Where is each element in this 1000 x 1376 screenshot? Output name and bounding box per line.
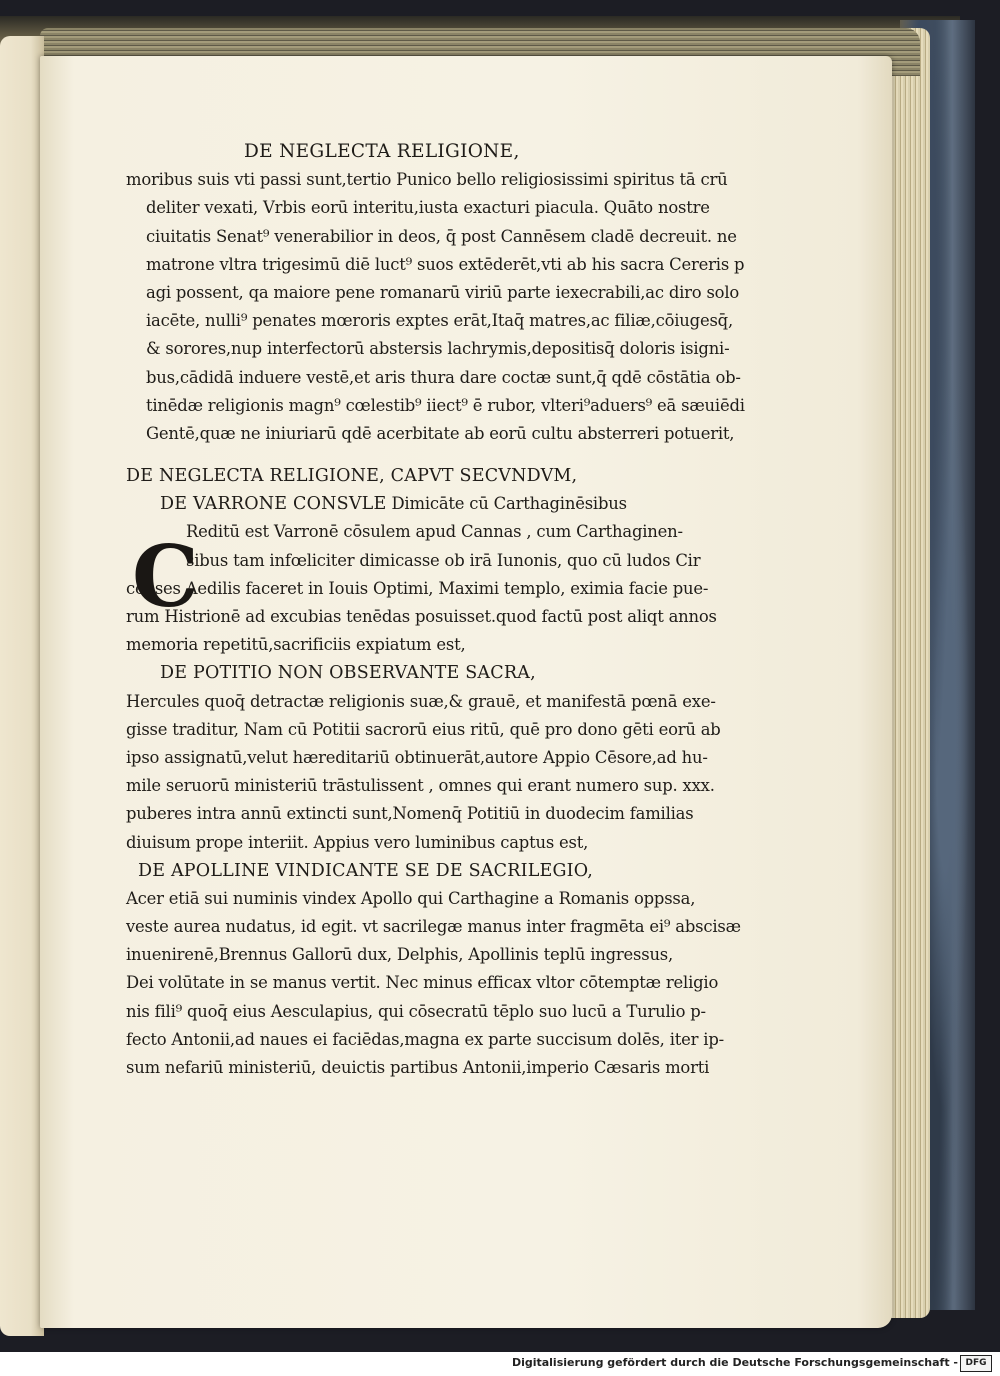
paragraph-line: rum Histrionē ad excubias tenēdas posuisset.quod factū post aliqt annos — [126, 607, 717, 626]
paragraph-line: Hercules quoq̄ detractæ religionis suæ,& grauē, et manifestā pœnā exe- — [126, 691, 716, 711]
digitization-credit: Digitalisierung gefördert durch die Deutsche Forschungsgemeinschaft - — [511, 1356, 958, 1369]
text-line: bus,cādidā induere vestē,et aris thura dare coctæ sunt,q̄ qdē cōstātia ob- — [146, 367, 741, 387]
section-heading-apolline: DE APOLLINE VINDICANTE SE DE SACRILEGIO, — [138, 860, 594, 881]
section-heading-varrone — [126, 490, 666, 518]
paragraph-line: diuisum prope interiit. Appius vero luminibus captus est, — [126, 832, 589, 852]
dfg-logo: DFG — [960, 1355, 992, 1372]
paragraph-line: memoria repetitū,sacrificiis expiatum est, — [126, 635, 466, 655]
facing-page-edge — [0, 36, 44, 1336]
paragraph-line: sum nefariū ministeriū, deuictis partibus Antonii,imperio Cæsaris morti — [126, 1058, 710, 1077]
paragraph-line: nis fili⁹ quoq̄ eius Aesculapius, qui cōsecratū tēplo suo lucū a Turulio p- — [126, 1001, 706, 1021]
text-line: agi possent, qa maiore pene romanarū viriū parte iexecrabili,ac diro solo — [146, 282, 740, 302]
page-text — [126, 138, 745, 1082]
text-line: ciuitatis Senat⁹ venerabilior in deos, q̄ post Cannēsem cladē decreuit. ne — [146, 226, 737, 246]
paragraph-line: inuenirenē,Brennus Gallorū dux, Delphis, Apollinis teplū ingressus, — [126, 945, 674, 965]
text-line: tinēdæ religionis magn⁹ cœlestib⁹ iiect⁹ ē rubor, vlteri⁹aduers⁹ eā sæuiēdi — [146, 395, 745, 415]
text-line: & sorores,nup interfectorū abstersis lachrymis,depositisq̄ doloris isigni- — [146, 339, 730, 359]
paragraph-line: ipso assignatū,velut hæreditariū obtinuerāt,autore Appio Cēsore,ad hu- — [126, 747, 708, 767]
paragraph-line: sibus tam infœliciter dimicasse ob irā Iunonis, quo cū ludos Cir — [186, 550, 701, 570]
paragraph-line: Dei volūtate in se manus vertit. Nec minus efficax vltor cōtemptæ religio — [126, 973, 719, 993]
paragraph-line: Acer etiā sui numinis vindex Apollo qui Carthagine a Romanis oppssa, — [126, 888, 696, 908]
text-line: deliter vexati, Vrbis eorū interitu,iusta exacturi piacula. Quāto nostre — [146, 198, 710, 218]
section-heading-rest: Dimicāte cū Carthaginēsibus — [386, 494, 627, 514]
section-heading-potitio: DE POTITIO NON OBSERVANTE SACRA, — [160, 663, 536, 684]
chapter-heading: DE NEGLECTA RELIGIONE, CAPVT SECVNDVM, — [126, 466, 578, 487]
paragraph-line: mile seruorū ministeriū trāstulissent , omnes qui erant numero sup. xxx. — [126, 776, 715, 796]
paragraph-line: fecto Antonii,ad naues ei faciēdas,magna ex parte succisum dolēs, iter ip- — [126, 1029, 724, 1049]
paragraph-line: gisse traditur, Nam cū Potitii sacrorū eius ritū, quē pro dono gēti eorū ab — [126, 719, 721, 739]
text-line: iacēte, nulli⁹ penates mœroris exptes erāt,Itaq̄ matres,ac filiæ,cōiugesq̄, — [146, 311, 733, 331]
drop-capital: C — [132, 527, 199, 626]
text-line: matrone vltra trigesimū diē luct⁹ suos extēderēt,vti ab his sacra Cereris p — [146, 254, 745, 274]
text-line: moribus suis vti passi sunt,tertio Punico bello religiosissimi spiritus tā crū — [126, 170, 728, 190]
paragraph-line: veste aurea nudatus, id egit. vt sacrilegæ manus inter fragmēta ei⁹ abscisæ — [126, 917, 741, 937]
text-line: Gentē,quæ ne iniuriarū qdē acerbitate ab eorū cultu absterreri potuerit, — [146, 423, 735, 443]
section-heading-caps: DE VARRONE CONSVLE — [160, 494, 387, 515]
running-header: DE NEGLECTA RELIGIONE, — [244, 141, 520, 162]
paragraph-line: puberes intra annū extincti sunt,Nomenq̄ Potitiū in duodecim familias — [126, 804, 694, 824]
paragraph-line: Reditū est Varronē cōsulem apud Cannas , cum Carthaginen- — [186, 522, 683, 542]
paragraph-line: censes Aedilis faceret in Iouis Optimi, Maximi templo, eximia facie pue- — [126, 578, 709, 598]
